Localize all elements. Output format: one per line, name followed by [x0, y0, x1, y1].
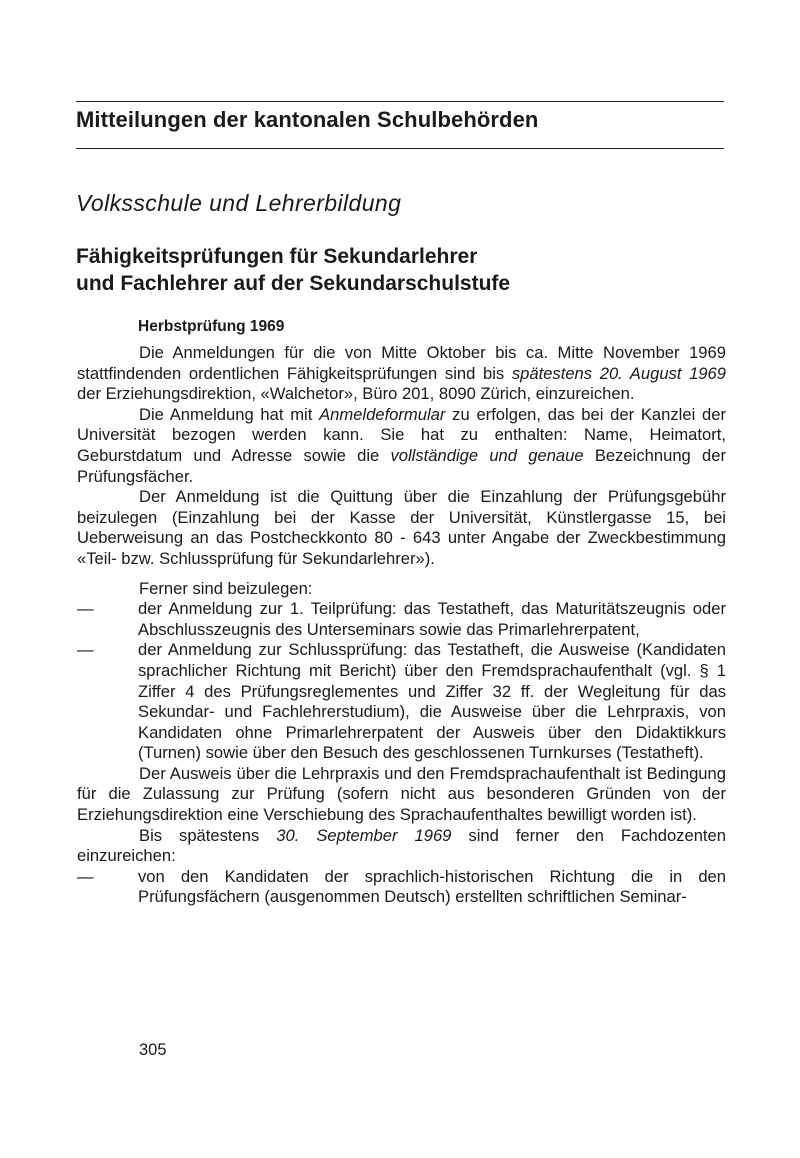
text-run: Die Anmeldung hat mit: [139, 404, 320, 424]
list-item-text: der Anmeldung zur 1. Teilprüfung: das Testatheft, das Maturitätszeugnis oder Abschlusszeugnis des Unterseminars sowie das Primarlehrerpatent,: [138, 599, 726, 639]
paragraph-conditions: Der Ausweis über die Lehrpraxis und den Fremdsprachaufenthalt ist Bedingung für die Zulassung zur Prüfung (sofern nicht aus besonderen Gründen von der Erziehungsdirektion eine Verschiebung des Sprachaufenthaltes bewilligt worden ist).: [77, 763, 726, 825]
emphasis-deadline: 30. September 1969: [276, 825, 452, 845]
dash-marker: —: [77, 866, 94, 886]
list-item: [77, 640, 726, 764]
page-number: 305: [139, 1041, 167, 1059]
list-item: [77, 867, 726, 908]
paragraph-attachments: Ferner sind beizulegen:: [139, 578, 313, 598]
main-heading-line2: und Fachlehrer auf der Sekundarschulstufe: [76, 272, 511, 295]
text-run: Bis spätestens: [139, 825, 277, 845]
header-rule-bottom: [76, 148, 724, 149]
paragraph-registration: [77, 343, 726, 405]
paragraph-deadline: [77, 826, 726, 867]
emphasis-deadline: spätestens 20. August 1969: [511, 363, 726, 383]
emphasis-complete: vollständige und genaue: [390, 445, 584, 465]
text-run: zu erfolgen, das bei der Kanzlei der Universität bezogen werden kann. Sie hat zu enthalten: Name, Heimatort, Geburstdatum und Adresse sowie die: [77, 404, 726, 465]
header-title: Mitteilungen der kantonalen Schulbehörden: [76, 107, 539, 132]
sub-heading: Herbstprüfung 1969: [138, 318, 285, 335]
dash-marker: —: [77, 640, 94, 660]
section-title: Volksschule und Lehrerbildung: [76, 190, 402, 216]
paragraph-form: [77, 405, 726, 487]
list-item-text: von den Kandidaten der sprachlich-historischen Richtung die in den Prüfungsfächern (ausgenommen Deutsch) erstellten schriftlichen Seminar-: [138, 866, 726, 907]
main-heading-line1: Fähigkeitsprüfungen für Sekundarlehrer: [76, 245, 478, 268]
emphasis-form: Anmeldeformular: [319, 404, 446, 424]
text-run: sind ferner den Fachdozenten einzureichen:: [77, 825, 726, 866]
header-rule-top: [76, 101, 724, 102]
text-run: Bezeichnung der Prüfungsfächer.: [77, 445, 726, 486]
text-run: der Erziehungsdirektion, «Walchetor», Büro 201, 8090 Zürich, einzureichen.: [77, 384, 635, 404]
body-text: [77, 343, 726, 908]
paragraph-fee: Der Anmeldung ist die Quittung über die Einzahlung der Prüfungsgebühr beizulegen (Einzahlung bei der Kasse der Universität, Künstlergasse 15, bei Ueberweisung an das Postcheckkonto 80 - 643 unter Angabe der Zweckbestimmung «Teil- bzw. Schlussprüfung für Sekundarlehrer»).: [77, 487, 726, 568]
dash-marker: —: [77, 599, 94, 619]
main-heading: [76, 243, 510, 297]
list-item: [77, 599, 726, 640]
text-run: Die Anmeldungen für die von Mitte Oktober bis ca. Mitte November 1969 stattfindenden ordentlichen Fähigkeitsprüfungen sind bis: [77, 343, 726, 383]
list-item-text: der Anmeldung zur Schlussprüfung: das Testatheft, die Ausweise (Kandidaten sprachlicher Richtung mit Bericht) über den Fremdsprachaufenthalt (vgl. § 1 Ziffer 4 des Prüfungsreglementes und Ziffer 32 ff. der Wegleitung für das Sekundar- und Fachlehrerstudium), die Ausweise über die Lehrpraxis, von Kandidaten ohne Primarlehrerpatent der Ausweis über den Didaktikkurs (Turnen) sowie über den Besuch des geschlossenen Turnkurses (Testatheft).: [138, 640, 726, 763]
